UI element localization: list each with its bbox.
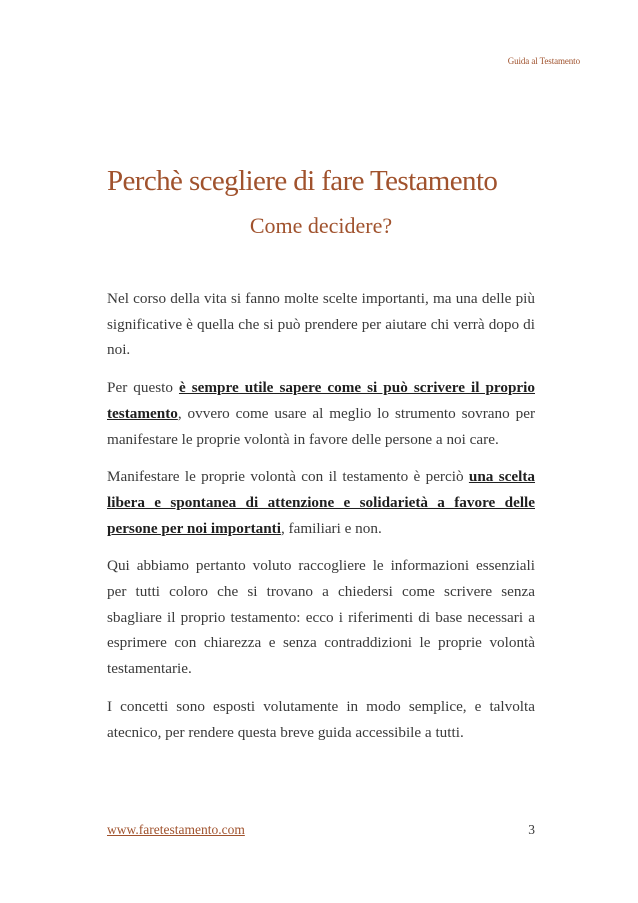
page-subtitle: Come decidere? [249,213,393,238]
paragraph-3-tail: , familiari e non. [280,519,382,537]
page-footer [107,822,535,838]
paragraph-1: Nel corso della vita si fanno molte scelte importanti, ma una delle più significative è quella che si può prendere per aiutare chi verrà dopo di noi. [107,290,535,359]
paragraph-2-tail: , ovvero come usare al meglio lo strumento sovrano per manifestare le proprie volontà in favore delle persone a noi care. [107,404,535,448]
body-text [107,286,535,757]
page-number: 3 [528,822,535,837]
paragraph-2-lead: Per questo [107,379,179,397]
website-link[interactable]: www.faretestamento.com [107,822,245,837]
paragraph-2-emphasis: è sempre utile sapere come si può scrivere il proprio testamento [107,379,535,422]
paragraph-2 [107,375,535,452]
paragraph-4: Qui abbiamo pertanto voluto raccogliere le informazioni essenziali per tutti coloro che si trovano a chiedersi come scrivere senza sbagliare il proprio testamento: ecco i riferimenti di base necessari a esprimere con chiarezza e senza contraddizioni le proprie volontà testamentarie. [107,557,535,678]
running-header: Guida al Testamento [507,56,580,66]
paragraph-3 [107,464,535,541]
paragraph-5: I concetti sono esposti volutamente in modo semplice, e talvolta atecnico, per rendere questa breve guida accessibile a tutti. [107,697,535,741]
page-title: Perchè scegliere di fare Testamento [107,165,498,197]
paragraph-3-lead: Manifestare le proprie volontà con il testamento è perciò [107,468,469,486]
paragraph-3-emphasis: una scelta libera e spontanea di attenzione e solidarietà a favore delle persone per noi importanti [107,468,536,537]
